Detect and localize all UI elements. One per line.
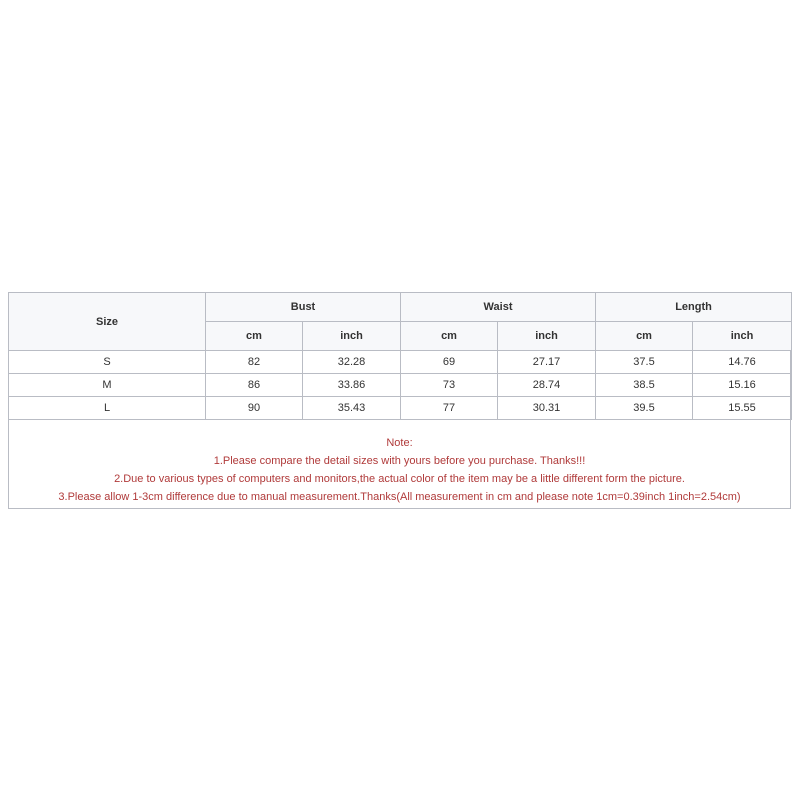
notes-title: Note: <box>386 437 413 449</box>
bust-header: Bust <box>206 293 401 322</box>
unit-header: inch <box>693 322 792 351</box>
unit-header: cm <box>206 322 303 351</box>
size-cell: S <box>9 351 206 374</box>
size-cell: L <box>9 397 206 420</box>
value-cell: 90 <box>206 397 303 420</box>
value-cell: 27.17 <box>498 351 596 374</box>
unit-header: inch <box>303 322 401 351</box>
waist-header: Waist <box>401 293 596 322</box>
size-table <box>8 292 792 420</box>
value-cell: 35.43 <box>303 397 401 420</box>
value-cell: 15.16 <box>693 374 792 397</box>
value-cell: 28.74 <box>498 374 596 397</box>
note-line-2: 2.Due to various types of computers and monitors,the actual color of the item may be a little different form the picture. <box>114 473 685 485</box>
unit-header: inch <box>498 322 596 351</box>
size-cell: M <box>9 374 206 397</box>
table-row <box>9 374 792 397</box>
value-cell: 82 <box>206 351 303 374</box>
value-cell: 14.76 <box>693 351 792 374</box>
notes-section <box>9 434 790 506</box>
value-cell: 37.5 <box>596 351 693 374</box>
length-header: Length <box>596 293 792 322</box>
table-row <box>9 351 792 374</box>
value-cell: 15.55 <box>693 397 792 420</box>
note-line-1: 1.Please compare the detail sizes with yours before you purchase. Thanks!!! <box>213 455 586 467</box>
value-cell: 69 <box>401 351 498 374</box>
value-cell: 39.5 <box>596 397 693 420</box>
value-cell: 33.86 <box>303 374 401 397</box>
unit-header: cm <box>401 322 498 351</box>
value-cell: 77 <box>401 397 498 420</box>
size-column-header: Size <box>9 293 206 351</box>
unit-header: cm <box>596 322 693 351</box>
note-line-3: 3.Please allow 1-3cm difference due to manual measurement.Thanks(All measurement in cm and please note 1cm=0.39inch 1inch=2.54cm) <box>58 491 741 503</box>
value-cell: 86 <box>206 374 303 397</box>
value-cell: 32.28 <box>303 351 401 374</box>
table-row <box>9 397 792 420</box>
value-cell: 38.5 <box>596 374 693 397</box>
header-row-groups <box>9 293 792 322</box>
size-chart <box>8 292 791 509</box>
value-cell: 73 <box>401 374 498 397</box>
value-cell: 30.31 <box>498 397 596 420</box>
